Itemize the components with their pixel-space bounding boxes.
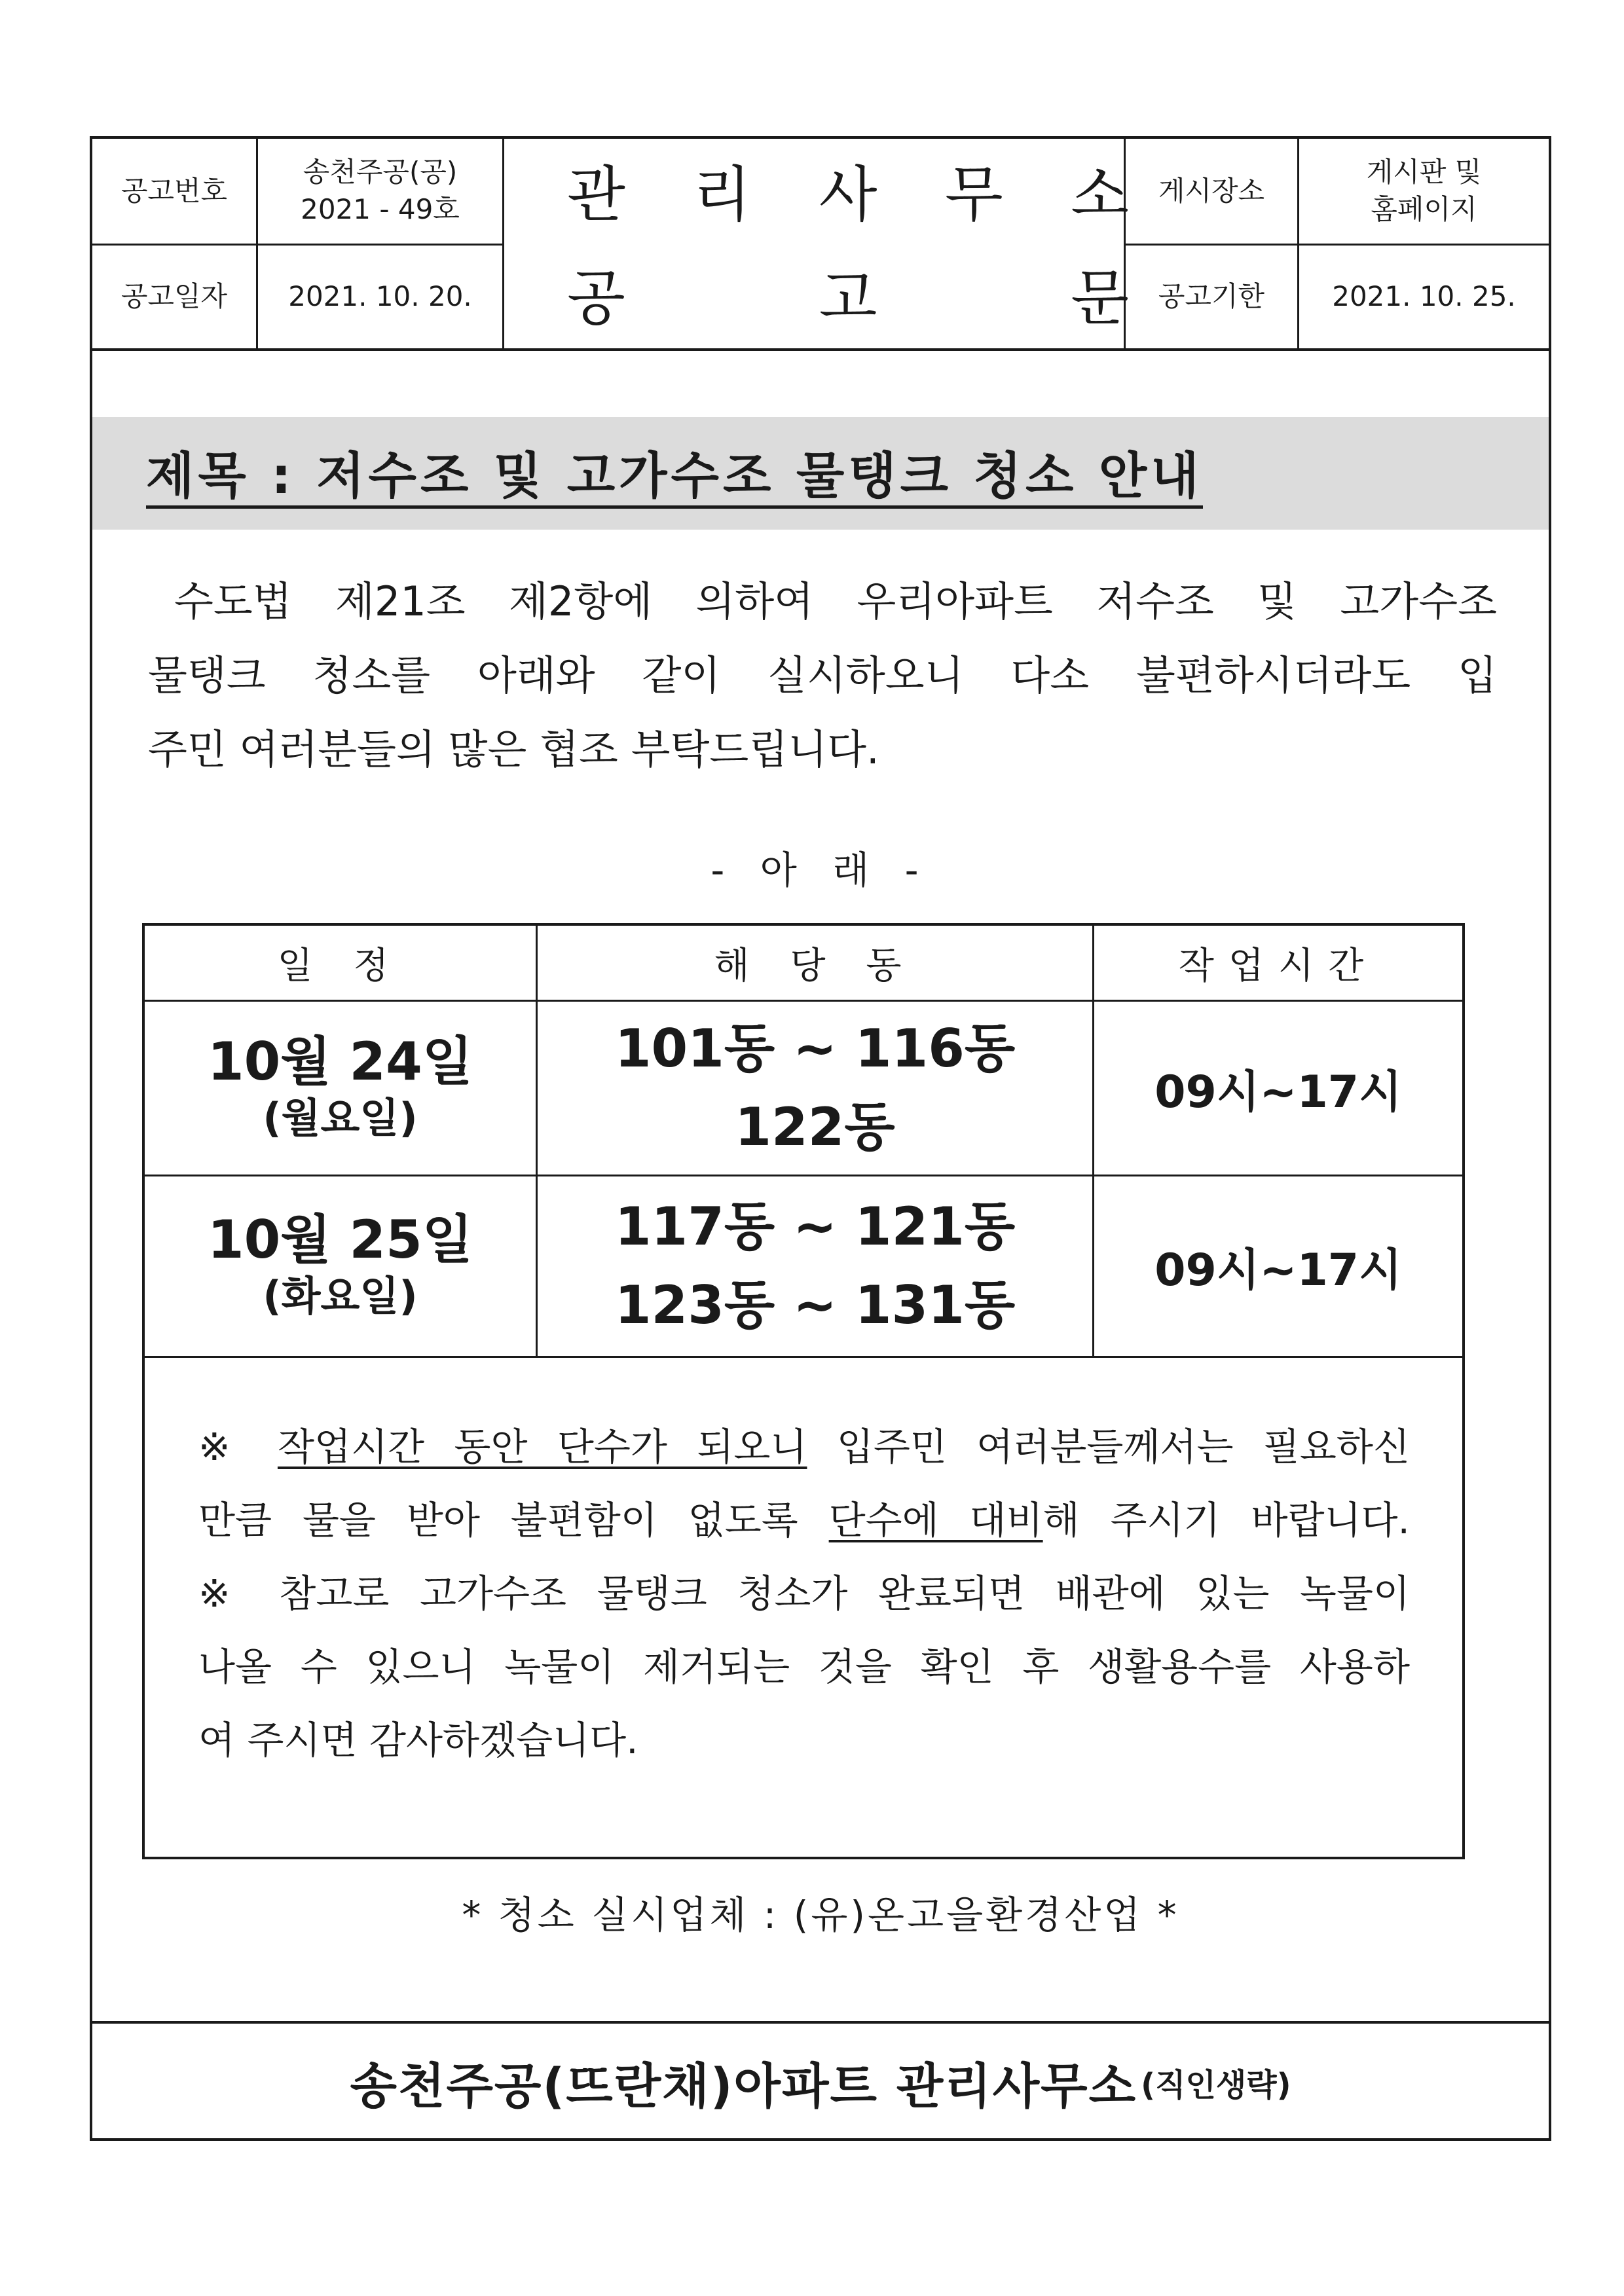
contractor-line: * 청소 실시업체 : (유)온고을환경산업 * <box>462 1893 1179 1937</box>
header-work-time: 작업시간 <box>1178 944 1378 987</box>
notice-no-value <box>258 139 502 244</box>
post-place-value <box>1299 139 1549 244</box>
intro-line: 물탱크 청소를 아래와 같이 실시하오니 다소 불편하시더라도 입 <box>148 651 1497 699</box>
notice-no-label: 공고번호 <box>120 174 228 207</box>
day-text: (화요일) <box>263 1271 418 1320</box>
table-row-buildings <box>538 1002 1092 1175</box>
title-char: 소 <box>1071 160 1129 230</box>
title-char: 공 <box>567 263 625 333</box>
table-row-date <box>145 1176 536 1356</box>
intro-line: 수도법 제21조 제2항에 의하여 우리아파트 저수조 및 고가수조 <box>174 577 1497 625</box>
post-place-label: 게시장소 <box>1158 174 1265 207</box>
notice-frame <box>90 136 1551 2141</box>
building-range: 122동 <box>735 1097 895 1157</box>
title-char: 관 <box>567 160 625 230</box>
date-text: 10월 25일 <box>207 1209 473 1270</box>
intro-line: 주민 여러분들의 많은 협조 부탁드립니다. <box>148 725 879 773</box>
post-place-line2: 홈페이지 <box>1371 193 1477 225</box>
day-text: (월요일) <box>263 1093 418 1142</box>
building-range: 101동 ~ 116동 <box>614 1018 1016 1079</box>
note-line: 만큼 물을 받아 불편함이 없도록 단수에 대비해 주시기 바랍니다. <box>198 1498 1410 1542</box>
note-line: 여 주시면 감사하겠습니다. <box>198 1718 638 1762</box>
table-row-buildings <box>538 1176 1092 1356</box>
title-char: 문 <box>1071 263 1129 333</box>
post-period-value: 2021. 10. 25. <box>1332 280 1516 313</box>
building-range: 123동 ~ 131동 <box>614 1275 1016 1336</box>
header-buildings: 해 당 동 <box>714 944 916 987</box>
seal-note: (직인생략) <box>1141 2067 1291 2104</box>
note-line: ※ 작업시간 동안 단수가 되오니 입주민 여러분들께서는 필요하신 <box>198 1425 1410 1469</box>
notice-date-label: 공고일자 <box>120 280 228 313</box>
table-row-date <box>145 1002 536 1175</box>
title-char: 사 <box>819 160 877 230</box>
notice-header-table <box>92 139 1549 351</box>
notice-date-value: 2021. 10. 20. <box>288 280 472 313</box>
title-char: 고 <box>819 263 877 333</box>
intro-paragraph <box>148 564 1497 786</box>
notes-block <box>198 1410 1410 1777</box>
header-schedule: 일 정 <box>277 944 403 987</box>
note-line: 나올 수 있으니 녹물이 제거되는 것을 확인 후 생활용수를 사용하 <box>198 1645 1410 1689</box>
note-underlined: 단수에 대비 <box>828 1498 1043 1542</box>
title-char: 리 <box>693 160 752 230</box>
notice-no-line1: 송천주공(공) <box>303 156 458 189</box>
schedule-table <box>142 923 1465 1859</box>
post-place-line1: 게시판 및 <box>1366 156 1482 189</box>
subject-title: 제목 : 저수조 및 고가수조 물탱크 청소 안내 <box>146 447 1203 509</box>
below-label: - 아 래 - <box>710 848 931 892</box>
title-char: 무 <box>944 160 1003 230</box>
table-row-time: 09시~17시 <box>1154 1244 1402 1296</box>
issuer-footer <box>92 2021 1549 2141</box>
table-row-time: 09시~17시 <box>1154 1066 1402 1118</box>
office-title-line2 <box>537 263 1159 333</box>
date-text: 10월 24일 <box>207 1030 473 1092</box>
issuer-name: 송천주공(뜨란채)아파트 관리사무소 <box>350 2058 1137 2115</box>
office-title-line1 <box>537 160 1159 230</box>
post-period-label: 공고기한 <box>1158 280 1265 313</box>
note-underlined: 작업시간 동안 단수가 되오니 <box>277 1425 807 1469</box>
building-range: 117동 ~ 121동 <box>614 1196 1016 1257</box>
note-line: ※ 참고로 고가수조 물탱크 청소가 완료되면 배관에 있는 녹물이 <box>198 1571 1410 1616</box>
subject-band <box>92 417 1549 530</box>
notice-no-line2: 2021 - 49호 <box>301 193 460 225</box>
